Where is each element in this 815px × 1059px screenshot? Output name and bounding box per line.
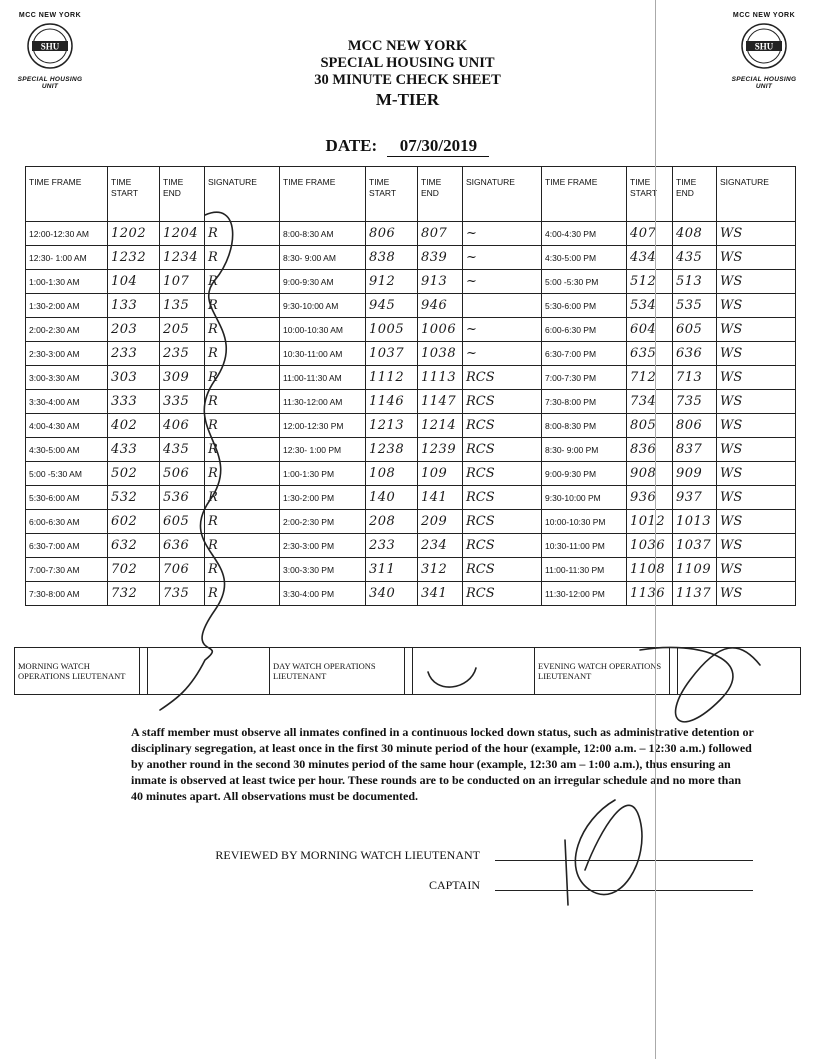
signature-cell[interactable]: R — [205, 438, 280, 462]
signature-cell[interactable]: RCS — [463, 462, 542, 486]
time-frame-cell: 9:00-9:30 AM — [280, 270, 366, 294]
signature-cell[interactable]: R — [205, 558, 280, 582]
scan-artifact-line — [655, 0, 656, 1059]
time-frame-cell: 4:00-4:30 AM — [26, 414, 108, 438]
time-end-cell[interactable]: 909 — [673, 462, 717, 486]
time-frame-cell: 4:00-4:30 PM — [542, 222, 627, 246]
time-frame-cell: 9:30-10:00 AM — [280, 294, 366, 318]
time-end-cell[interactable]: 1037 — [673, 534, 717, 558]
table-row — [26, 390, 796, 414]
spacer-cell — [405, 648, 413, 695]
time-start-cell[interactable]: 635 — [627, 342, 673, 366]
time-start-cell[interactable]: 602 — [108, 510, 160, 534]
time-end-cell[interactable]: 1214 — [418, 414, 463, 438]
time-end-cell[interactable]: 107 — [160, 270, 205, 294]
column-header: TIME START — [366, 167, 418, 222]
time-frame-cell: 12:30- 1:00 PM — [280, 438, 366, 462]
time-frame-cell: 7:30-8:00 AM — [26, 582, 108, 606]
time-frame-cell: 10:00-10:30 PM — [542, 510, 627, 534]
signature-cell[interactable]: R — [205, 390, 280, 414]
table-row — [26, 342, 796, 366]
time-start-cell[interactable]: 1112 — [366, 366, 418, 390]
time-frame-cell: 3:30-4:00 PM — [280, 582, 366, 606]
time-end-cell[interactable]: 605 — [160, 510, 205, 534]
time-end-cell[interactable]: 141 — [418, 486, 463, 510]
time-frame-cell: 10:00-10:30 AM — [280, 318, 366, 342]
signature-cell[interactable]: R — [205, 462, 280, 486]
evening-watch-label: EVENING WATCH OPERATIONS LIEUTENANT — [535, 648, 670, 695]
signature-cell[interactable]: WS — [717, 510, 796, 534]
time-end-cell[interactable]: 1109 — [673, 558, 717, 582]
time-start-cell[interactable]: 734 — [627, 390, 673, 414]
time-frame-cell: 7:30-8:00 PM — [542, 390, 627, 414]
time-frame-cell: 5:30-6:00 PM — [542, 294, 627, 318]
time-start-cell[interactable]: 402 — [108, 414, 160, 438]
day-watch-label: DAY WATCH OPERATIONS LIEUTENANT — [270, 648, 405, 695]
time-end-cell[interactable]: 937 — [673, 486, 717, 510]
signature-cell[interactable]: R — [205, 486, 280, 510]
time-end-cell[interactable]: 535 — [673, 294, 717, 318]
time-end-cell[interactable]: 807 — [418, 222, 463, 246]
signature-cell[interactable]: WS — [717, 534, 796, 558]
column-header: SIGNATURE — [205, 167, 280, 222]
time-frame-cell: 3:00-3:30 AM — [26, 366, 108, 390]
spacer-cell — [670, 648, 678, 695]
time-end-cell[interactable]: 536 — [160, 486, 205, 510]
signature-cell[interactable]: WS — [717, 486, 796, 510]
time-end-cell[interactable]: 636 — [673, 342, 717, 366]
time-start-cell[interactable]: 133 — [108, 294, 160, 318]
time-start-cell[interactable]: 434 — [627, 246, 673, 270]
evening-watch-signature[interactable] — [678, 648, 801, 695]
time-frame-cell: 2:00-2:30 AM — [26, 318, 108, 342]
reviewed-by-signature-line[interactable] — [495, 860, 753, 861]
time-start-cell[interactable]: 805 — [627, 414, 673, 438]
table-row — [26, 222, 796, 246]
time-frame-cell: 6:00-6:30 PM — [542, 318, 627, 342]
time-end-cell[interactable]: 1113 — [418, 366, 463, 390]
time-start-cell[interactable]: 732 — [108, 582, 160, 606]
title-line: 30 MINUTE CHECK SHEET — [314, 72, 501, 88]
time-end-cell[interactable]: 837 — [673, 438, 717, 462]
time-end-cell[interactable]: 435 — [160, 438, 205, 462]
table-row — [26, 438, 796, 462]
time-frame-cell: 11:30-12:00 PM — [542, 582, 627, 606]
signature-cell[interactable]: R — [205, 582, 280, 606]
column-header: TIME END — [673, 167, 717, 222]
time-end-cell[interactable]: 109 — [418, 462, 463, 486]
column-header: SIGNATURE — [717, 167, 796, 222]
column-header: TIME START — [627, 167, 673, 222]
time-frame-cell: 11:30-12:00 AM — [280, 390, 366, 414]
time-frame-cell: 1:00-1:30 AM — [26, 270, 108, 294]
date-line — [0, 136, 815, 157]
time-frame-cell: 1:30-2:00 PM — [280, 486, 366, 510]
signature-cell[interactable]: ~ — [463, 318, 542, 342]
signature-cell[interactable]: WS — [717, 270, 796, 294]
time-start-cell[interactable]: 702 — [108, 558, 160, 582]
signature-cell[interactable]: RCS — [463, 414, 542, 438]
time-end-cell[interactable]: 435 — [673, 246, 717, 270]
time-start-cell[interactable]: 233 — [108, 342, 160, 366]
time-end-cell[interactable]: 135 — [160, 294, 205, 318]
column-header: TIME END — [418, 167, 463, 222]
time-end-cell[interactable]: 506 — [160, 462, 205, 486]
time-end-cell[interactable]: 1204 — [160, 222, 205, 246]
time-end-cell[interactable]: 735 — [673, 390, 717, 414]
column-header: TIME FRAME — [26, 167, 108, 222]
time-end-cell[interactable]: 309 — [160, 366, 205, 390]
logo-bottom-text: SPECIAL HOUSING UNIT — [731, 76, 797, 90]
morning-watch-label: MORNING WATCH OPERATIONS LIEUTENANT — [15, 648, 140, 695]
table-row — [26, 366, 796, 390]
title-line: SPECIAL HOUSING UNIT — [320, 55, 495, 71]
time-start-cell[interactable]: 303 — [108, 366, 160, 390]
time-end-cell[interactable]: 1038 — [418, 342, 463, 366]
time-end-cell[interactable]: 806 — [673, 414, 717, 438]
signature-cell[interactable]: R — [205, 414, 280, 438]
header-row — [26, 167, 796, 222]
captain-label: CAPTAIN — [428, 878, 480, 892]
signature-cell[interactable]: R — [205, 246, 280, 270]
signature-cell[interactable]: WS — [717, 222, 796, 246]
logo-bottom-text: SPECIAL HOUSING UNIT — [17, 76, 83, 90]
time-start-cell[interactable]: 806 — [366, 222, 418, 246]
column-header: TIME FRAME — [542, 167, 627, 222]
time-frame-cell: 1:30-2:00 AM — [26, 294, 108, 318]
time-start-cell[interactable]: 108 — [366, 462, 418, 486]
signature-cell[interactable]: ~ — [463, 246, 542, 270]
time-start-cell[interactable]: 712 — [627, 366, 673, 390]
seal-text: SHU — [754, 41, 774, 52]
table-row — [26, 582, 796, 606]
signature-cell[interactable]: ~ — [463, 342, 542, 366]
check-sheet-table — [25, 166, 796, 606]
time-frame-cell: 8:30- 9:00 AM — [280, 246, 366, 270]
time-start-cell[interactable]: 208 — [366, 510, 418, 534]
time-end-cell[interactable]: 341 — [418, 582, 463, 606]
time-start-cell[interactable]: 1146 — [366, 390, 418, 414]
signature-cell[interactable]: R — [205, 510, 280, 534]
time-end-cell[interactable]: 839 — [418, 246, 463, 270]
title-line: MCC NEW YORK — [347, 38, 468, 54]
time-frame-cell: 3:00-3:30 PM — [280, 558, 366, 582]
signature-cell[interactable]: WS — [717, 366, 796, 390]
table-row — [26, 486, 796, 510]
signature-cell[interactable]: ~ — [463, 270, 542, 294]
signature-cell[interactable]: WS — [717, 582, 796, 606]
policy-notice: A staff member must observe all inmates confined in a continuous locked down status, such as administrative detention or disciplinary segregation, at least once in the first 30 minute period of the hour (example, 12:00 a.m. – 12:30 a.m.) followed by another round in the second 30 minutes period of the same hour (example, 12:30 am – 1:00 a.m.), thus ensuring an inmate is observed at least twice per hour. These rounds are to be conducted on an irregular schedule and no more than 40 minutes apart. All observations must be documented. — [131, 725, 754, 803]
signature-cell[interactable]: WS — [717, 246, 796, 270]
time-end-cell[interactable]: 235 — [160, 342, 205, 366]
signature-cell[interactable]: R — [205, 342, 280, 366]
time-start-cell[interactable]: 534 — [627, 294, 673, 318]
time-start-cell[interactable]: 838 — [366, 246, 418, 270]
time-frame-cell: 6:30-7:00 AM — [26, 534, 108, 558]
time-end-cell[interactable]: 1147 — [418, 390, 463, 414]
time-frame-cell: 7:00-7:30 PM — [542, 366, 627, 390]
time-start-cell[interactable]: 502 — [108, 462, 160, 486]
time-start-cell[interactable]: 908 — [627, 462, 673, 486]
time-frame-cell: 2:00-2:30 PM — [280, 510, 366, 534]
table-row — [26, 318, 796, 342]
time-start-cell[interactable]: 104 — [108, 270, 160, 294]
table-row — [26, 558, 796, 582]
time-end-cell[interactable]: 209 — [418, 510, 463, 534]
signature-cell[interactable]: WS — [717, 438, 796, 462]
time-start-cell[interactable]: 632 — [108, 534, 160, 558]
time-frame-cell: 4:30-5:00 PM — [542, 246, 627, 270]
time-start-cell[interactable]: 1036 — [627, 534, 673, 558]
signature-cell[interactable]: RCS — [463, 366, 542, 390]
time-start-cell[interactable]: 512 — [627, 270, 673, 294]
morning-watch-signature[interactable] — [148, 648, 270, 695]
time-end-cell[interactable]: 513 — [673, 270, 717, 294]
time-start-cell[interactable]: 1005 — [366, 318, 418, 342]
signature-cell[interactable]: WS — [717, 318, 796, 342]
signature-cell[interactable]: RCS — [463, 486, 542, 510]
time-end-cell[interactable]: 406 — [160, 414, 205, 438]
signature-cell[interactable] — [463, 294, 542, 318]
signature-cell[interactable]: RCS — [463, 582, 542, 606]
seal-text: SHU — [40, 41, 60, 52]
time-start-cell[interactable]: 912 — [366, 270, 418, 294]
time-start-cell[interactable]: 1213 — [366, 414, 418, 438]
tier-title: M-TIER — [375, 90, 440, 109]
time-frame-cell: 8:00-8:30 AM — [280, 222, 366, 246]
reviewed-by-label: REVIEWED BY MORNING WATCH LIEUTENANT — [215, 848, 480, 862]
table-row — [26, 462, 796, 486]
time-end-cell[interactable]: 706 — [160, 558, 205, 582]
time-frame-cell: 1:00-1:30 PM — [280, 462, 366, 486]
time-start-cell[interactable]: 433 — [108, 438, 160, 462]
time-end-cell[interactable]: 636 — [160, 534, 205, 558]
time-start-cell[interactable]: 1037 — [366, 342, 418, 366]
time-start-cell[interactable]: 340 — [366, 582, 418, 606]
time-end-cell[interactable]: 713 — [673, 366, 717, 390]
column-header: TIME END — [160, 167, 205, 222]
signature-cell[interactable]: R — [205, 534, 280, 558]
signature-cell[interactable]: WS — [717, 462, 796, 486]
signature-cell[interactable]: WS — [717, 558, 796, 582]
time-end-cell[interactable]: 335 — [160, 390, 205, 414]
signature-cell[interactable]: WS — [717, 342, 796, 366]
time-frame-cell: 8:00-8:30 PM — [542, 414, 627, 438]
time-start-cell[interactable]: 233 — [366, 534, 418, 558]
time-frame-cell: 7:00-7:30 AM — [26, 558, 108, 582]
signature-cell[interactable]: R — [205, 222, 280, 246]
time-start-cell[interactable]: 1232 — [108, 246, 160, 270]
time-frame-cell: 11:00-11:30 AM — [280, 366, 366, 390]
signature-cell[interactable]: RCS — [463, 390, 542, 414]
table-row — [26, 534, 796, 558]
column-header: SIGNATURE — [463, 167, 542, 222]
table-row — [26, 294, 796, 318]
signature-cell[interactable]: WS — [717, 390, 796, 414]
time-start-cell[interactable]: 936 — [627, 486, 673, 510]
time-frame-cell: 3:30-4:00 AM — [26, 390, 108, 414]
signature-cell[interactable]: RCS — [463, 510, 542, 534]
time-frame-cell: 4:30-5:00 AM — [26, 438, 108, 462]
time-end-cell[interactable]: 408 — [673, 222, 717, 246]
time-end-cell[interactable]: 1013 — [673, 510, 717, 534]
time-frame-cell: 12:00-12:30 AM — [26, 222, 108, 246]
time-start-cell[interactable]: 407 — [627, 222, 673, 246]
logo-top-text: MCC NEW YORK — [732, 12, 796, 19]
time-frame-cell: 11:00-11:30 PM — [542, 558, 627, 582]
time-end-cell[interactable]: 205 — [160, 318, 205, 342]
time-frame-cell: 6:00-6:30 AM — [26, 510, 108, 534]
time-end-cell[interactable]: 1006 — [418, 318, 463, 342]
signature-cell[interactable]: WS — [717, 414, 796, 438]
date-value: 07/30/2019 — [387, 136, 489, 157]
time-frame-cell: 5:00 -5:30 PM — [542, 270, 627, 294]
time-frame-cell: 10:30-11:00 AM — [280, 342, 366, 366]
signature-cell[interactable]: R — [205, 294, 280, 318]
time-start-cell[interactable]: 604 — [627, 318, 673, 342]
watch-lieutenant-table — [14, 647, 801, 695]
time-start-cell[interactable]: 945 — [366, 294, 418, 318]
captain-signature-line[interactable] — [495, 890, 753, 891]
table-row — [26, 270, 796, 294]
time-frame-cell: 8:30- 9:00 PM — [542, 438, 627, 462]
table-row — [26, 414, 796, 438]
time-start-cell[interactable]: 532 — [108, 486, 160, 510]
spacer-cell — [140, 648, 148, 695]
time-start-cell[interactable]: 1012 — [627, 510, 673, 534]
time-end-cell[interactable]: 234 — [418, 534, 463, 558]
time-end-cell[interactable]: 1234 — [160, 246, 205, 270]
time-end-cell[interactable]: 735 — [160, 582, 205, 606]
signature-cell[interactable]: R — [205, 270, 280, 294]
time-frame-cell: 12:00-12:30 PM — [280, 414, 366, 438]
time-start-cell[interactable]: 1136 — [627, 582, 673, 606]
time-start-cell[interactable]: 203 — [108, 318, 160, 342]
time-frame-cell: 6:30-7:00 PM — [542, 342, 627, 366]
signature-cell[interactable]: WS — [717, 294, 796, 318]
signature-cell[interactable]: ~ — [463, 222, 542, 246]
column-header: TIME FRAME — [280, 167, 366, 222]
time-frame-cell: 2:30-3:00 AM — [26, 342, 108, 366]
time-frame-cell: 5:30-6:00 AM — [26, 486, 108, 510]
time-start-cell[interactable]: 311 — [366, 558, 418, 582]
signature-cell[interactable]: RCS — [463, 534, 542, 558]
logo-top-text: MCC NEW YORK — [18, 12, 82, 19]
time-start-cell[interactable]: 1202 — [108, 222, 160, 246]
time-start-cell[interactable]: 333 — [108, 390, 160, 414]
signature-cell[interactable]: RCS — [463, 438, 542, 462]
time-end-cell[interactable]: 312 — [418, 558, 463, 582]
time-start-cell[interactable]: 836 — [627, 438, 673, 462]
column-header: TIME START — [108, 167, 160, 222]
time-start-cell[interactable]: 1108 — [627, 558, 673, 582]
time-frame-cell: 9:00-9:30 PM — [542, 462, 627, 486]
time-end-cell[interactable]: 1137 — [673, 582, 717, 606]
time-end-cell[interactable]: 605 — [673, 318, 717, 342]
time-end-cell[interactable]: 946 — [418, 294, 463, 318]
time-frame-cell: 10:30-11:00 PM — [542, 534, 627, 558]
signature-cell[interactable]: R — [205, 366, 280, 390]
signature-cell[interactable]: R — [205, 318, 280, 342]
time-end-cell[interactable]: 913 — [418, 270, 463, 294]
time-end-cell[interactable]: 1239 — [418, 438, 463, 462]
table-row — [26, 510, 796, 534]
time-frame-cell: 2:30-3:00 PM — [280, 534, 366, 558]
time-frame-cell: 9:30-10:00 PM — [542, 486, 627, 510]
time-start-cell[interactable]: 140 — [366, 486, 418, 510]
page-title — [0, 38, 815, 110]
day-watch-signature[interactable] — [413, 648, 535, 695]
signature-cell[interactable]: RCS — [463, 558, 542, 582]
time-frame-cell: 12:30- 1:00 AM — [26, 246, 108, 270]
table-row — [26, 246, 796, 270]
time-frame-cell: 5:00 -5:30 AM — [26, 462, 108, 486]
time-start-cell[interactable]: 1238 — [366, 438, 418, 462]
date-label: DATE: — [325, 136, 378, 155]
